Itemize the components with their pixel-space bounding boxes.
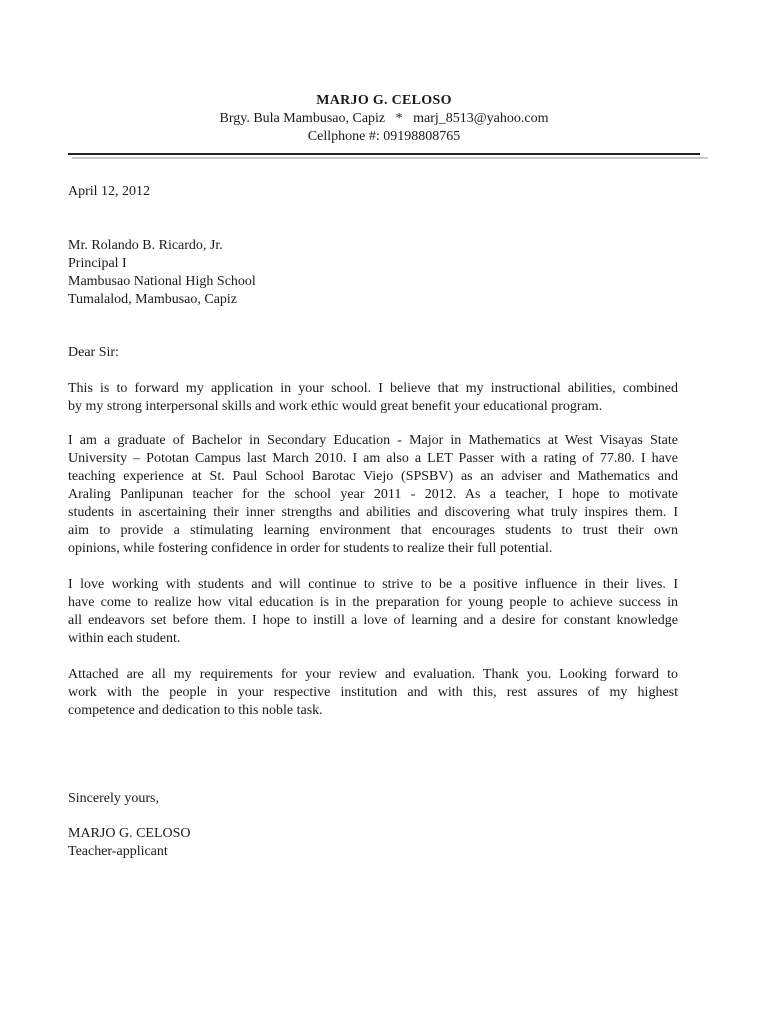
header-rule-shadow (72, 157, 708, 159)
paragraph-line: have come to realize how vital education is in the preparation for young people to achieve success in (68, 595, 678, 610)
recipient-address: Tumalalod, Mambusao, Capiz (68, 292, 238, 307)
paragraph-4 (68, 666, 678, 720)
paragraph-1 (68, 380, 678, 416)
signature-block (68, 825, 678, 861)
paragraph-line: students in ascertaining their inner strengths and abilities and discovering what truly inspires them. I (68, 505, 678, 520)
letter-date: April 12, 2012 (68, 184, 151, 199)
signature-title: Teacher-applicant (68, 844, 168, 859)
recipient-block (68, 237, 678, 309)
salutation: Dear Sir: (68, 345, 119, 360)
paragraph-3 (68, 576, 678, 648)
paragraph-line: I love working with students and will continue to strive to be a positive influence in their lives. I (68, 577, 678, 592)
paragraph-line: opinions, while fostering confidence in order for students to realize their full potential. (68, 541, 553, 556)
paragraph-line: within each student. (68, 631, 181, 646)
sender-name: MARJO G. CELOSO (316, 93, 452, 108)
header-rule (68, 153, 700, 155)
recipient-position: Principal I (68, 256, 127, 271)
paragraph-line: Araling Panlipunan teacher for the school year 2011 - 2012. As a teacher, I hope to motivate (68, 487, 678, 502)
paragraph-line: competence and dedication to this noble task. (68, 703, 323, 718)
sender-phone: Cellphone #: 09198808765 (307, 129, 461, 144)
paragraph-line: teaching experience at St. Paul School Barotac Viejo (SPSBV) as an adviser and Mathematics and (68, 469, 678, 484)
closing: Sincerely yours, (68, 791, 159, 806)
paragraph-line: Attached are all my requirements for your review and evaluation. Thank you. Looking forward to (68, 667, 678, 682)
signature-name: MARJO G. CELOSO (68, 826, 191, 841)
paragraph-line: aim to provide a stimulating learning environment that encourages students to trust their own (68, 523, 678, 538)
paragraph-line: University – Pototan Campus last March 2010. I am also a LET Passer with a rating of 77.80. I have (68, 451, 678, 466)
letterhead (0, 92, 768, 146)
sender-address-email: Brgy. Bula Mambusao, Capiz * marj_8513@yahoo.com (219, 111, 549, 126)
paragraph-2 (68, 432, 678, 558)
recipient-name: Mr. Rolando B. Ricardo, Jr. (68, 238, 223, 253)
paragraph-line: all endeavors set before them. I hope to instill a love of learning and a desire for constant knowledge (68, 613, 678, 628)
paragraph-line: I am a graduate of Bachelor in Secondary Education - Major in Mathematics at West Visayas State (68, 433, 678, 448)
paragraph-line: work with the people in your respective institution and with this, rest assures of my highest (68, 685, 678, 700)
paragraph-line: This is to forward my application in your school. I believe that my instructional abilities, combined (68, 381, 678, 396)
recipient-school: Mambusao National High School (68, 274, 256, 289)
paragraph-line: by my strong interpersonal skills and work ethic would great benefit your educational program. (68, 399, 603, 414)
